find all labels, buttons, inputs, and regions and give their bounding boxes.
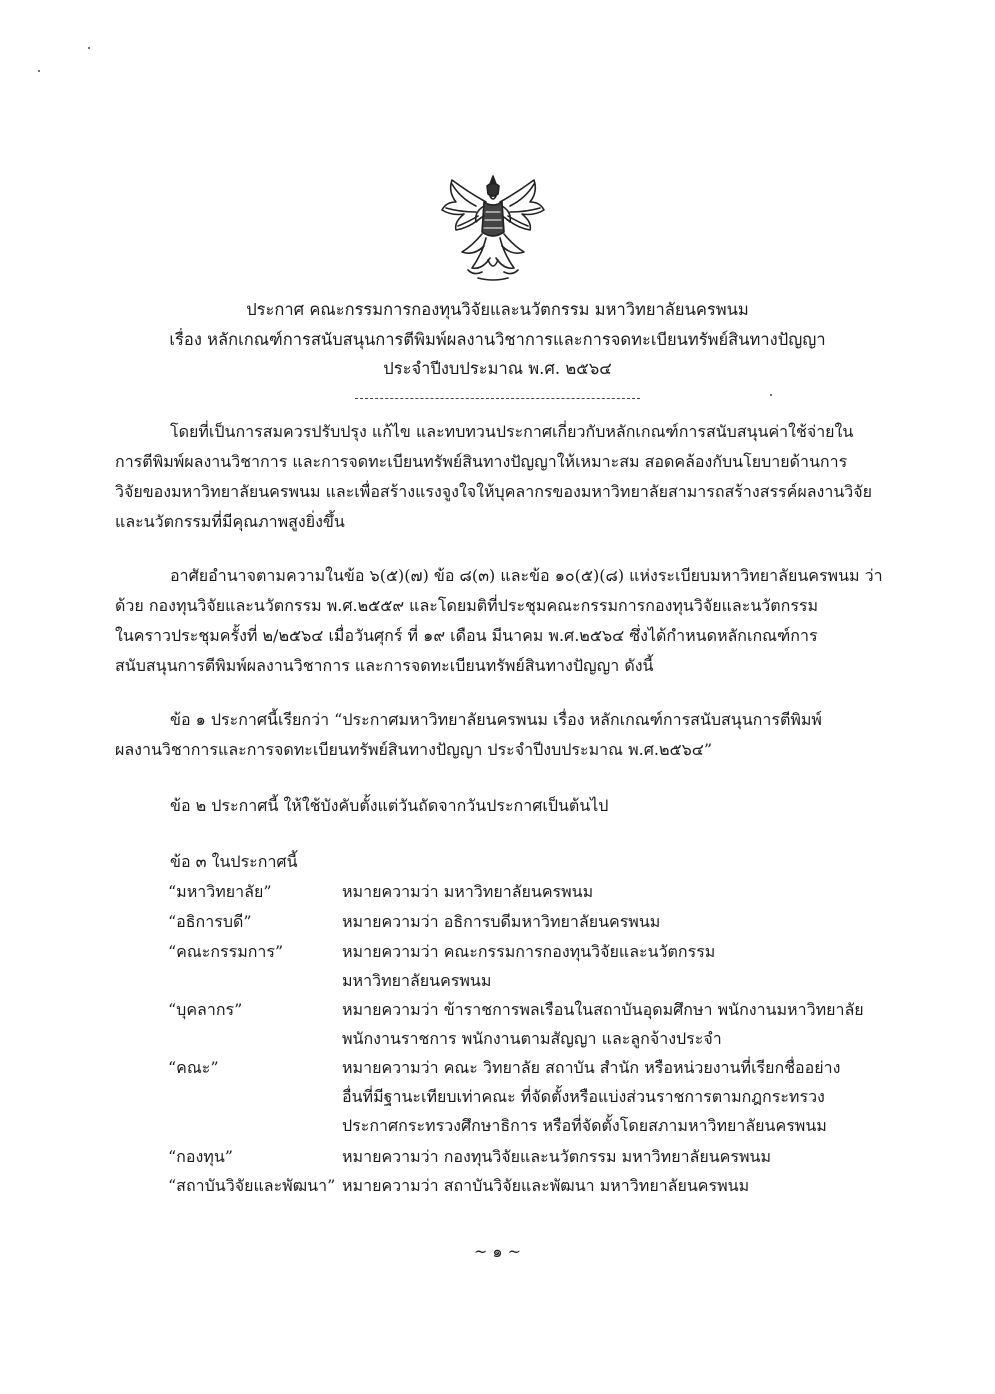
preamble-line: การตีพิมพ์ผลงานวิชาการ และการจดทะเบียนทรัพย์สินทางปัญญาให้เหมาะสม สอดคล้องกับนโยบายด้านการ (115, 452, 848, 471)
definition-term: “คณะกรรมการ” (168, 942, 284, 961)
definition-text: มหาวิทยาลัยนครพนม (342, 971, 492, 990)
definition-term: “สถาบันวิจัยและพัฒนา” (168, 1176, 336, 1195)
preamble-line: วิจัยของมหาวิทยาลัยนครพนม และเพื่อสร้างแรงจูงใจให้บุคลากรของมหาวิทยาลัยสามารถสร้างสรรค์ผลงานวิจัย (115, 482, 872, 501)
definition-text: หมายความว่า คณะ วิทยาลัย สถาบัน สำนัก หรือหน่วยงานที่เรียกชื่ออย่าง (342, 1058, 841, 1077)
definition-term: “กองทุน” (168, 1147, 233, 1166)
preamble-line: และนวัตกรรมที่มีคุณภาพสูงยิ่งขึ้น (115, 512, 345, 531)
scan-speck (38, 70, 40, 72)
definition-text: หมายความว่า อธิการบดีมหาวิทยาลัยนครพนม (342, 912, 661, 931)
authority-line: อาศัยอำนาจตามความในข้อ ๖(๕)(๗) ข้อ ๘(๓) และข้อ ๑๐(๕)(๘) แห่งระเบียบมหาวิทยาลัยนครพนม ว่า (170, 566, 883, 585)
scan-speck (88, 47, 90, 49)
definition-text: อื่นที่มีฐานะเทียบเท่าคณะ ที่จัดตั้งหรือแบ่งส่วนราชการตามกฎกระทรวง (342, 1087, 825, 1106)
announcement-subject: เรื่อง หลักเกณฑ์การสนับสนุนการตีพิมพ์ผลงานวิชาการและการจดทะเบียนทรัพย์สินทางปัญญา (169, 330, 826, 349)
page-number: ~ ๑ ~ (473, 1242, 522, 1261)
definition-text: หมายความว่า ข้าราชการพลเรือนในสถาบันอุดมศึกษา พนักงานมหาวิทยาลัย (342, 1000, 864, 1019)
definition-term: “คณะ” (168, 1058, 219, 1077)
definition-text: หมายความว่า กองทุนวิจัยและนวัตกรรม มหาวิทยาลัยนครพนม (342, 1147, 771, 1166)
definition-term: “อธิการบดี” (168, 912, 252, 931)
definition-text: ประกาศกระทรวงศึกษาธิการ หรือที่จัดตั้งโดยสภามหาวิทยาลัยนครพนม (342, 1116, 827, 1135)
definition-term: “มหาวิทยาลัย” (168, 882, 272, 901)
clause-3-heading: ข้อ ๓ ในประกาศนี้ (170, 852, 298, 871)
clause-2-line: ข้อ ๒ ประกาศนี้ ให้ใช้บังคับตั้งแต่วันถัดจากวันประกาศเป็นต้นไป (170, 796, 609, 815)
announcement-title: ประกาศ คณะกรรมการกองทุนวิจัยและนวัตกรรม มหาวิทยาลัยนครพนม (246, 300, 749, 319)
preamble-line: โดยที่เป็นการสมควรปรับปรุง แก้ไข และทบทวนประกาศเกี่ยวกับหลักเกณฑ์การสนับสนุนค่าใช้จ่ายใน (170, 422, 854, 441)
separator-dashed-line (355, 398, 640, 399)
clause-1-line: ข้อ ๑ ประกาศนี้เรียกว่า “ประกาศมหาวิทยาลัยนครพนม เรื่อง หลักเกณฑ์การสนับสนุนการตีพิมพ์ (170, 710, 822, 729)
definition-term: “บุคลากร” (168, 1000, 243, 1019)
definition-text: หมายความว่า สถาบันวิจัยและพัฒนา มหาวิทยาลัยนครพนม (342, 1176, 750, 1195)
authority-line: ด้วย กองทุนวิจัยและนวัตกรรม พ.ศ.๒๕๕๙ และโดยมติที่ประชุมคณะกรรมการกองทุนวิจัยและนวัตกรรม (115, 596, 819, 615)
authority-line: ในคราวประชุมครั้งที่ ๒/๒๕๖๔ เมื่อวันศุกร์ ที่ ๑๙ เดือน มีนาคม พ.ศ.๒๕๖๔ ซึ่งได้กำหนดหลักเกณฑ์การ (115, 626, 818, 645)
clause-1-line: ผลงานวิชาการและการจดทะเบียนทรัพย์สินทางปัญญา ประจำปีงบประมาณ พ.ศ.๒๕๖๔” (115, 740, 713, 759)
scan-speck (770, 394, 772, 396)
fiscal-year-line: ประจำปีงบประมาณ พ.ศ. ๒๕๖๔ (383, 359, 612, 378)
definition-text: พนักงานราชการ พนักงานตามสัญญา และลูกจ้างประจำ (342, 1029, 722, 1048)
authority-line: สนับสนุนการตีพิมพ์ผลงานวิชาการ และการจดทะเบียนทรัพย์สินทางปัญญา ดังนี้ (115, 656, 654, 675)
definition-text: หมายความว่า มหาวิทยาลัยนครพนม (342, 882, 594, 901)
garuda-emblem-icon (438, 172, 548, 284)
definition-text: หมายความว่า คณะกรรมการกองทุนวิจัยและนวัตกรรม (342, 942, 716, 961)
